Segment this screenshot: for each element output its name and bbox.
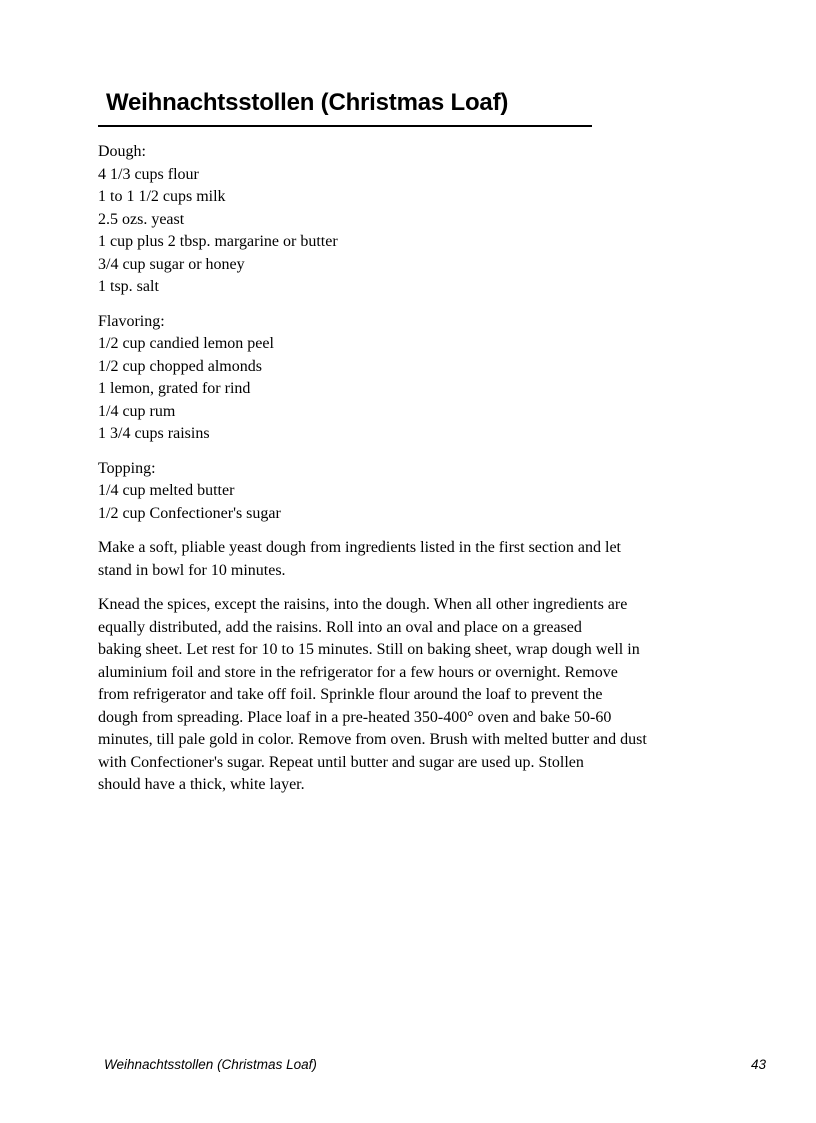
footer-title: Weihnachtsstollen (Christmas Loaf) bbox=[104, 1057, 317, 1072]
instruction-line: Knead the spices, except the raisins, into the dough. When all other ingredients are bbox=[98, 596, 628, 613]
section-heading-dough: Dough: bbox=[98, 143, 146, 160]
ingredient-item: 1/2 cup Confectioner's sugar bbox=[98, 504, 281, 522]
ingredient-item: 1 to 1 1/2 cups milk bbox=[98, 188, 226, 205]
flavoring-section bbox=[98, 311, 728, 446]
ingredient-item: 1 lemon, grated for rind bbox=[98, 380, 251, 397]
instruction-line: aluminium foil and store in the refrigerator for a few hours or overnight. Remove bbox=[98, 663, 618, 681]
ingredient-item: 3/4 cup sugar or honey bbox=[98, 255, 245, 273]
dough-section bbox=[98, 141, 728, 299]
topping-section bbox=[98, 458, 728, 526]
ingredient-item: 2.5 ozs. yeast bbox=[98, 210, 185, 228]
title-underline bbox=[98, 125, 592, 127]
section-heading-topping: Topping: bbox=[98, 459, 156, 477]
page-number: 43 bbox=[751, 1057, 767, 1072]
ingredient-item: 1 3/4 cups raisins bbox=[98, 425, 210, 442]
instruction-line: equally distributed, add the raisins. Roll into an oval and place on a greased bbox=[98, 618, 582, 636]
ingredient-item: 1/2 cup chopped almonds bbox=[98, 357, 262, 375]
instruction-line: Make a soft, pliable yeast dough from ingredients listed in the first section and let bbox=[98, 539, 621, 556]
ingredient-item: 1/4 cup rum bbox=[98, 402, 176, 420]
instruction-line: stand in bowl for 10 minutes. bbox=[98, 561, 286, 579]
instruction-paragraph-2 bbox=[98, 594, 728, 797]
page-title: Weihnachtsstollen (Christmas Loaf) bbox=[106, 89, 509, 116]
section-heading-flavoring: Flavoring: bbox=[98, 312, 165, 330]
instruction-line: minutes, till pale gold in color. Remove from oven. Brush with melted butter and dust bbox=[98, 731, 647, 748]
instruction-paragraph-1 bbox=[98, 537, 728, 582]
ingredient-item: 1 tsp. salt bbox=[98, 278, 159, 295]
instruction-line: baking sheet. Let rest for 10 to 15 minutes. Still on baking sheet, wrap dough well in bbox=[98, 641, 640, 658]
ingredient-item: 1/2 cup candied lemon peel bbox=[98, 335, 274, 352]
instruction-line: should have a thick, white layer. bbox=[98, 776, 305, 793]
ingredient-item: 1/4 cup melted butter bbox=[98, 482, 235, 499]
recipe-body bbox=[98, 141, 728, 809]
ingredient-item: 4 1/3 cups flour bbox=[98, 165, 199, 183]
instruction-line: from refrigerator and take off foil. Sprinkle flour around the loaf to prevent the bbox=[98, 686, 603, 703]
instruction-line: dough from spreading. Place loaf in a pre-heated 350-400° oven and bake 50-60 bbox=[98, 708, 612, 726]
instruction-line: with Confectioner's sugar. Repeat until butter and sugar are used up. Stollen bbox=[98, 753, 584, 771]
ingredient-item: 1 cup plus 2 tbsp. margarine or butter bbox=[98, 233, 338, 250]
